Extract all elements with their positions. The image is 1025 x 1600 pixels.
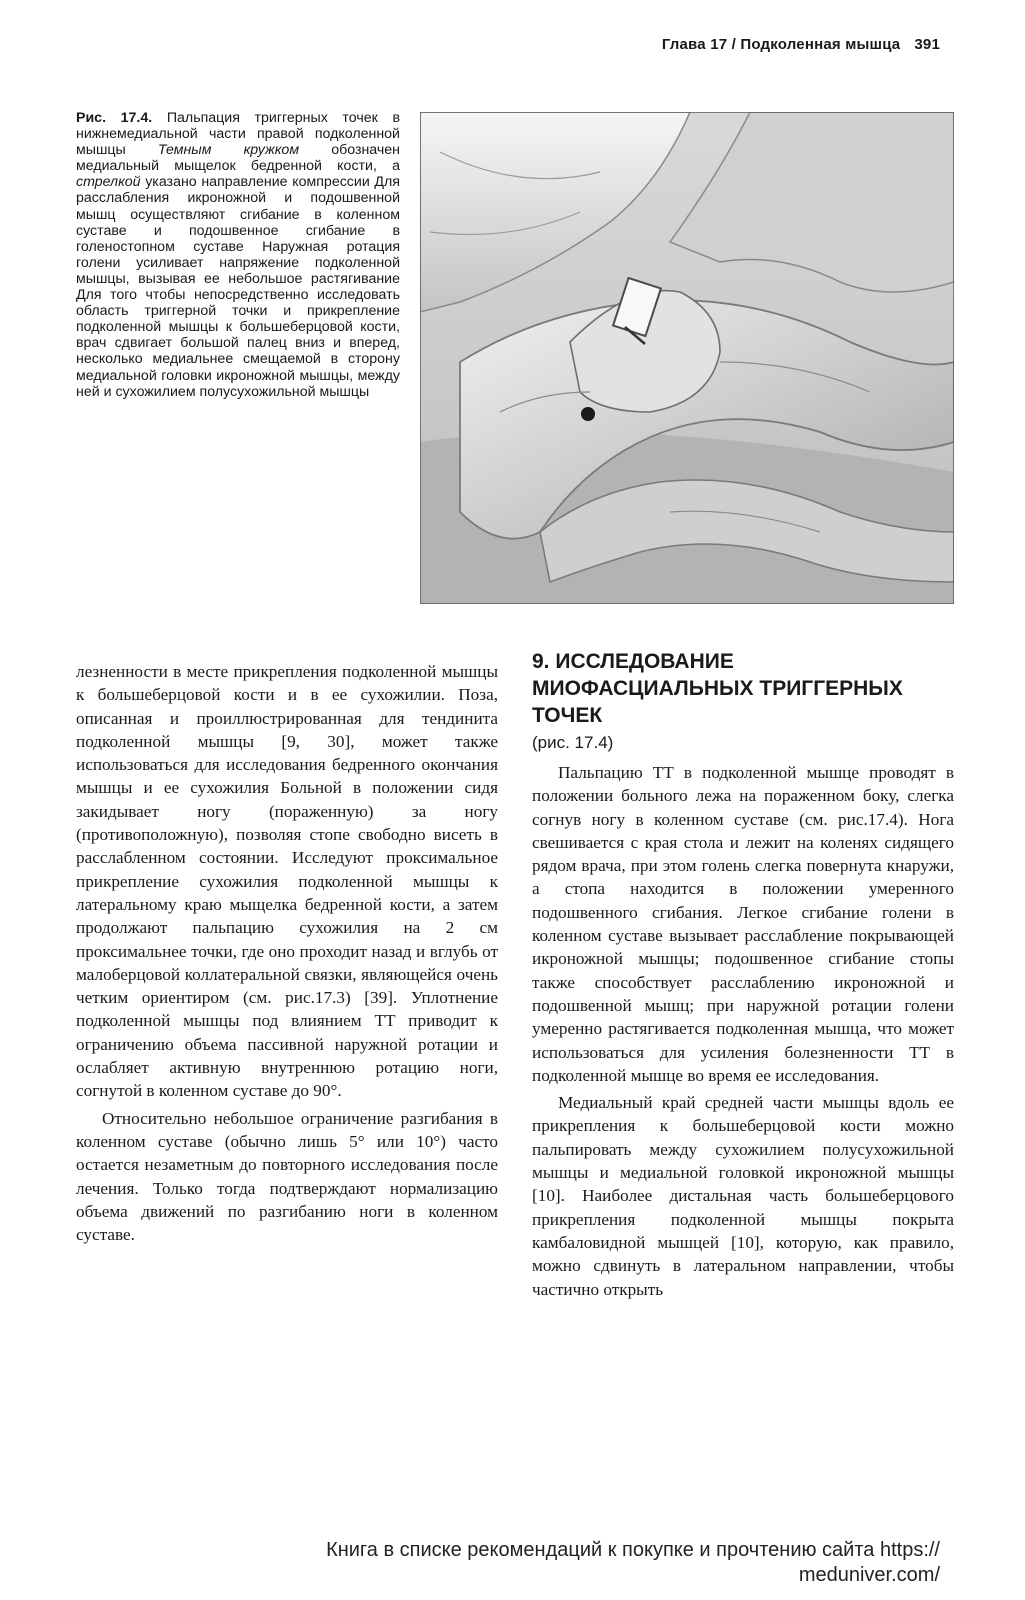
paragraph: Относительно небольшое ограничение разгибания в коленном суставе (обычно лишь 5° или 10°) часто остается незаметным до повторного исследования после лечения. Только тогда подтверждают нормализацию объема движений по разгибанию ноги в коленном суставе. bbox=[76, 1108, 498, 1245]
paragraph: Медиальный край средней части мышцы вдоль ее прикрепления к большеберцовой кости можно пальпировать между сухожилием полусухожильной мышцы и медиальной головкой икроножной мышцы [10]. Наиболее дистальная часть большеберцового прикрепления подколенной мышцы покрыта камбаловидной мышцей [10], которую, как правило, можно сдвинуть в латеральном направлении, чтобы частично открыть bbox=[532, 1093, 954, 1299]
chapter-title: Глава 17 / Подколенная мышца bbox=[661, 36, 901, 53]
figure-label: Рис. 17.4. bbox=[76, 110, 153, 126]
left-column bbox=[76, 660, 498, 1246]
right-column bbox=[532, 648, 954, 1301]
caption-text-3: указано направление компрессии Для расслабления икроножной и подошвенной мышц осуществляют сгибание в коленном суставе и подошвенное сгибание в голеностопном суставе Наружная ротация голени усиливает напряжение подколенной мышцы, вызывая ее небольшое растягивание Для того чтобы непосредственно исследовать область триггерной точки и прикрепление подколенной мышцы к большеберцовой кости, врач сдвигает большой палец вниз и вперед, несколько медиальнее смещаемой в сторону медиальной головки икроножной мышцы, между ней и сухожилием полусухожильной мышцы bbox=[76, 174, 400, 400]
running-header bbox=[560, 36, 940, 53]
footer-notice bbox=[150, 1538, 940, 1588]
figure-caption bbox=[76, 110, 400, 400]
paragraph: лезненности в месте прикрепления подколенной мышцы к большеберцовой кости и в ее сухожилии. Поза, описанная и проиллюстрированная для тендинита подколенной мышцы [9, 30], может также использоваться для исследования бедренного окончания мышцы и ее сухожилия Больной в положении сидя закидывает ногу (пораженную) за ногу (противоположную), позволяя стопе свободно висеть в расслабленном состоянии. Исследуют проксимальное прикрепление сухожилия подколенной мышцы к латеральному краю мыщелка бедренной кости, а затем продолжают пальпацию сухожилия на 2 см проксимальнее точки, где оно проходит назад и вглубь от малоберцовой коллатеральной связки, являющейся очень четким ориентиром (см. рис.17.3) [39]. Уплотнение подколенной мышцы под влиянием ТТ приводит к ограничению объема пассивной наружной ротации и ослабляет активную внутреннюю ротацию ноги, согнутой в коленном суставе до 90°. bbox=[76, 662, 498, 1101]
footer-line-1: Книга в списке рекомендаций к покупке и прочтению сайта https:// bbox=[326, 1539, 940, 1561]
section-subheading: (рис. 17.4) bbox=[532, 733, 614, 752]
figure-illustration bbox=[420, 112, 954, 604]
caption-italic-2: стрелкой bbox=[76, 174, 141, 191]
caption-text-1: Пальпация триггерных точек в нижнемедиальной части правой подколенной мышцы bbox=[76, 110, 400, 159]
caption-italic-1: Темным кружком bbox=[157, 142, 300, 159]
paragraph: Пальпацию ТТ в подколенной мышце проводят в положении больного лежа на пораженном боку, слегка согнув ногу в коленном суставе (см. рис.17.4). Нога свешивается с края стола и лежит на коленях сидящего рядом врача, при этом голень слегка повернута кнаружи, а стопа находится в положении умеренного подошвенного сгибания. Легкое сгибание голени в коленном суставе вызывает расслабление покрывающей икроножной мышцы; подошвенное сгибание стопы также способствует расслаблению икроножной и подошвенной мышц; при наружной ротации голени умеренно растягивается подколенная мышца, что может использоваться для усиления болезненности ТТ в подколенной мышце во время ее исследования. bbox=[532, 763, 954, 1085]
caption-text-2: обозначен медиальный мыщелок бедренной кости, а bbox=[76, 142, 400, 175]
footer-line-2: meduniver.com/ bbox=[798, 1564, 940, 1586]
section-heading: 9. ИССЛЕДОВАНИЕ МИОФАСЦИАЛЬНЫХ ТРИГГЕРНЫХ ТОЧЕК bbox=[532, 650, 903, 727]
page-number: 391 bbox=[914, 36, 940, 53]
